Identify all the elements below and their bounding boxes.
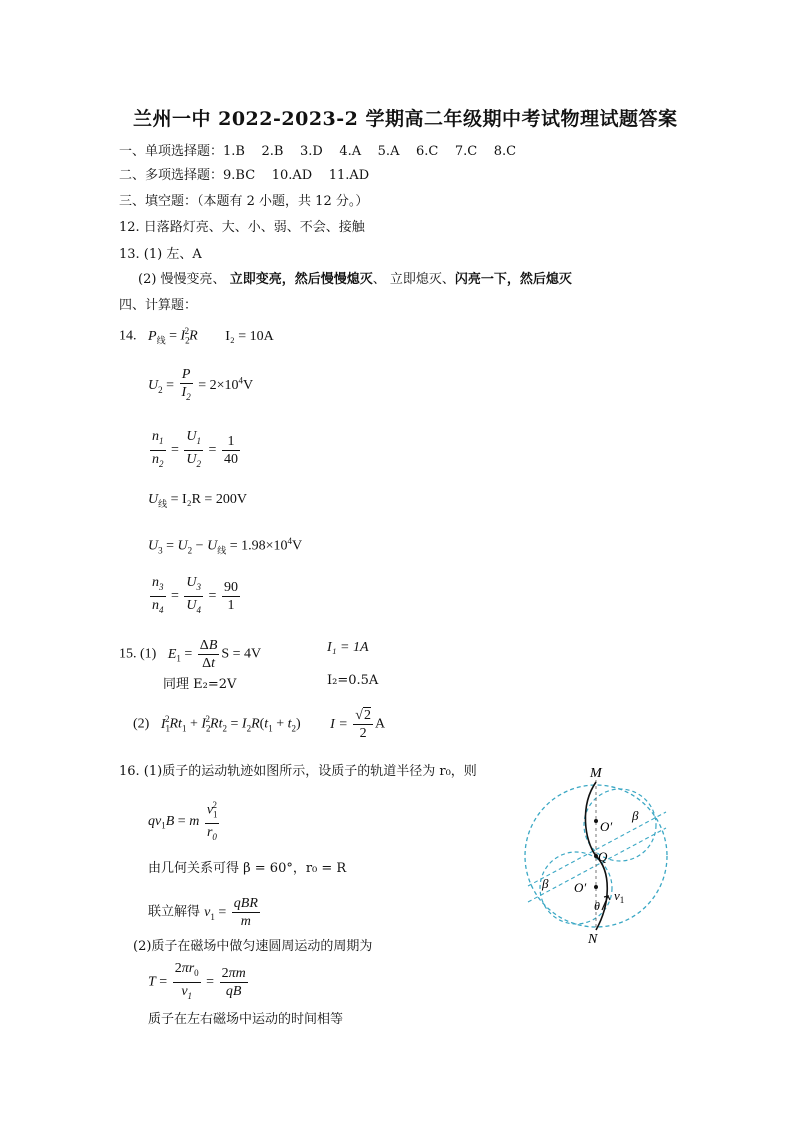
q15-eq1: 15. (1) $E_1$ = $\frac{\Delta B}{\Delta t}$ S = 4V xyxy=(119,638,262,671)
exponent: 4 xyxy=(287,536,292,546)
unit: V xyxy=(243,378,254,394)
e1-value: S = 4V xyxy=(221,646,262,662)
i2-value: I₂ = 10A xyxy=(225,328,274,344)
diagonal-line-lower xyxy=(528,828,666,902)
subscript: 线 xyxy=(156,335,166,346)
ratio-num: 90 xyxy=(223,579,238,595)
uline-value: = I₂R = 200V xyxy=(170,492,247,507)
subscript: 线 xyxy=(217,545,227,556)
section-label: 一、单项选择题： xyxy=(119,144,224,159)
q-num: 14. xyxy=(119,328,137,344)
bold-text: 闪亮一下，然后熄灭 xyxy=(454,272,572,287)
q13-part2 xyxy=(138,268,572,287)
ratio-num: 1 xyxy=(222,433,240,451)
q16-solve: 联立解得 $v_1$ = $\frac{\text{qBR}}{m}$ xyxy=(148,896,258,929)
q-num: 15. (1) xyxy=(119,646,157,662)
u2-value: = 2×10 xyxy=(198,378,239,394)
subscript: 线 xyxy=(158,498,168,509)
q16-part1: 16. (1)质子的运动轨迹如图所示，设质子的轨道半径为 r₀，则 xyxy=(119,764,477,779)
page-title: 兰州一中 2022-2023-2 学期高二年级期中考试物理试题答案 xyxy=(133,108,678,130)
label-o-lower: O′ xyxy=(574,880,587,895)
unit: V xyxy=(292,538,303,554)
text: (2) 慢慢变亮、 xyxy=(138,272,226,287)
q16-period: T = $\frac{2\pi r_0}{v_1}$ = $\frac{2\pi m}{qB}$ xyxy=(148,961,246,1001)
q15-i1: I₁ = 1A xyxy=(327,640,369,655)
answers: 1.B 2.B 3.D 4.A 5.A 6.C 7.C 8.C xyxy=(223,144,517,159)
q15-same: 同理 E₂=2V xyxy=(163,677,237,692)
section-calc: 四、计算题： xyxy=(119,298,198,313)
q13-part1: 13. (1) 左、A xyxy=(119,247,202,262)
q15-eq2: (2) $I_1^2Rt_1 + I_2^2Rt_2 = I_2R(t_1 + t_2) I$ = $\frac{√2}{2}$ A xyxy=(133,708,386,741)
q14-eq5: $U_3 = U_2 - U_线 = 1.98\times 10^4V$ xyxy=(148,536,303,556)
trajectory-figure xyxy=(520,760,680,945)
section-fill-blank: 三、填空题：（本题有 2 小题，共 12 分。） xyxy=(119,194,369,209)
ratio-den: 40 xyxy=(223,451,238,467)
q14-eq4: $U_线 = I_2R = 200V$ xyxy=(148,492,247,509)
q14-eq2: $U_2$ = $\frac{P}{I_2}$ = $2\times 10^4V$ xyxy=(148,367,254,402)
center-dot-lower xyxy=(594,885,598,889)
label-beta-upper: β xyxy=(632,808,639,823)
text: 、 立即熄灭、 xyxy=(372,272,455,287)
answers: 9.BC 10.AD 11.AD xyxy=(223,168,370,183)
q12-answer: 12. 日落路灯亮、大、小、弱、不会、接触 xyxy=(119,220,365,235)
label-q: Q xyxy=(598,849,608,864)
q16-equal-time: 质子在左右磁场中运动的时间相等 xyxy=(148,1012,344,1027)
ratio-den: 1 xyxy=(227,597,235,613)
label-beta-lower: β xyxy=(542,876,549,891)
label-m: M xyxy=(590,766,602,781)
label-n: N xyxy=(588,932,598,945)
q15-i2: I₂=0.5A xyxy=(327,673,379,688)
q14-eq6: $\frac{n_3}{n_4}$ = $\frac{U_3}{U_4}$ = $\frac{90}{1}$ xyxy=(152,575,238,615)
section-multi-choice xyxy=(119,164,369,183)
text: 联立解得 xyxy=(148,904,201,920)
upper-orbit-circle xyxy=(584,789,656,861)
q16-part2: (2)质子在磁场中做匀速圆周运动的周期为 xyxy=(133,939,373,954)
u3-value: = 1.98×10 xyxy=(229,538,288,554)
i-lhs: I = xyxy=(330,716,348,732)
q16-eq1: $qv_1B = m$ $\frac{v_1^2}{r_0}$ xyxy=(148,797,221,846)
center-dot-upper xyxy=(594,819,598,823)
part-label: (2) xyxy=(133,716,150,732)
q14-eq1: 14. $P_线 = I_2^2R$ I₂ = 10A xyxy=(119,326,274,346)
i-den: 2 xyxy=(359,726,367,741)
bold-text: 立即变亮，然后慢慢熄灭 xyxy=(229,272,373,287)
label-o-upper: O′ xyxy=(600,819,613,834)
diagonal-line-upper xyxy=(528,812,666,886)
q16-geom: 由几何关系可得 β = 60°，r₀ = R xyxy=(148,861,347,876)
trajectory-upper xyxy=(585,782,596,856)
exponent: 4 xyxy=(238,375,243,386)
unit: A xyxy=(374,716,386,732)
q14-eq3: $\frac{n_1}{n_2}$ = $\frac{U_1}{U_2}$ = $\frac{1}{40}$ xyxy=(152,429,238,469)
label-theta: θ xyxy=(594,899,600,913)
label-v1: $v_1$ xyxy=(614,888,625,905)
section-label: 二、多项选择题： xyxy=(119,168,224,183)
section-single-choice xyxy=(119,140,516,159)
